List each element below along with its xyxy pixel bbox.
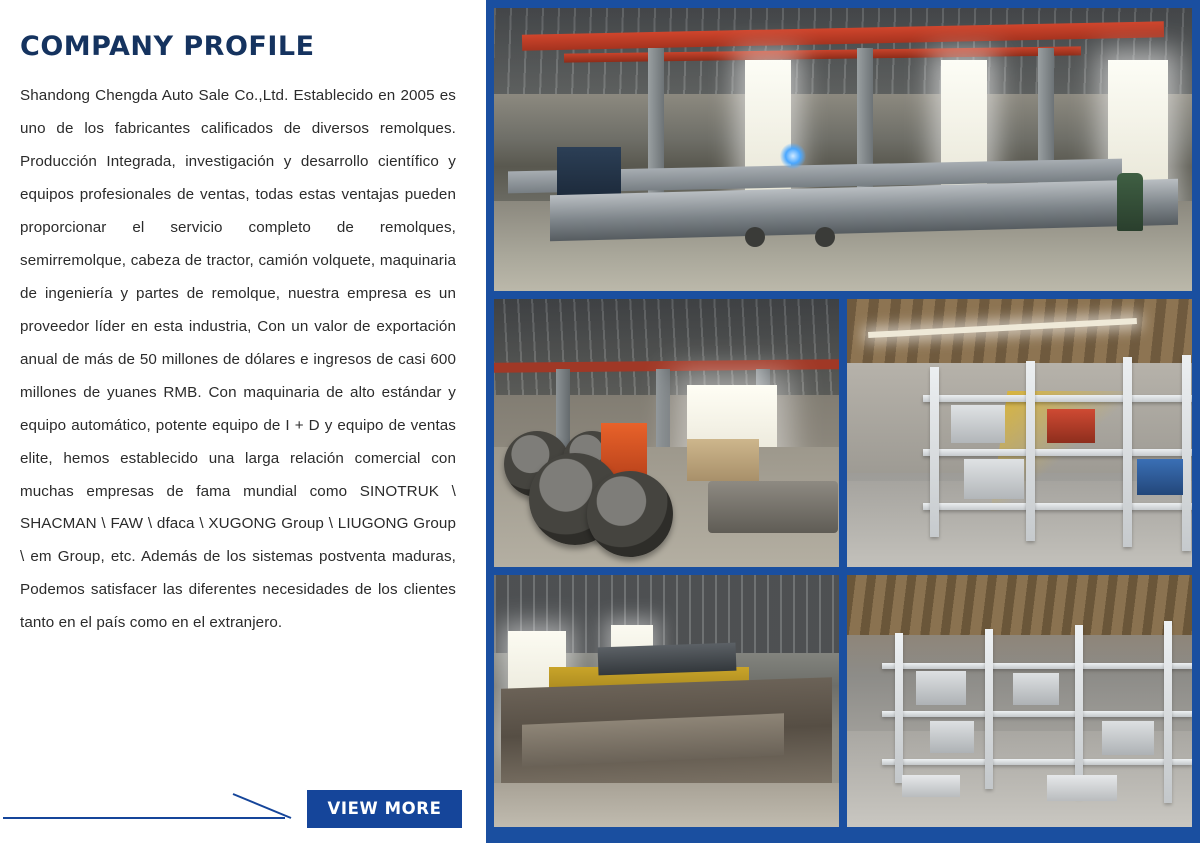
gallery-row-top <box>494 8 1192 291</box>
gallery-row-middle <box>494 299 1192 567</box>
gallery-row-bottom <box>494 575 1192 827</box>
photo-warehouse-tires-parts[interactable] <box>494 299 839 567</box>
view-more-button[interactable]: VIEW MORE <box>307 790 462 829</box>
photo-gallery <box>486 0 1200 843</box>
profile-description: Shandong Chengda Auto Sale Co.,Ltd. Establecido en 2005 es uno de los fabricantes calificados de diversos remolques. Producción Integrada, investigación y desarrollo científico y equipos profesionales de ventas, todas estas ventajas pueden proporcionar el servicio completo de remolques, semirremolque, cabeza de tractor, camión volquete, maquinaria de ingeniería y partes de remolque, nuestra empresa es un proveedor líder en esta industria, Con un valor de exportación anual de más de 50 millones de dólares e ingresos de casi 600 millones de yuanes RMB. Con maquinaria de alto estándar y equipo automático, potente equipo de I + D y equipo de ventas elite, hemos establecido una larga relación comercial con muchas empresas de fama mundial como SINOTRUK \ SHACMAN \ FAW \ dfaca \ XUGONG Group \ LIUGONG Group \ em Group, etc. Además de los sistemas postventa maduras, Podemos satisfacer las diferentes necesidades de los clientes tanto en el país como en el extranjero. <box>20 86 456 632</box>
long-arrow-icon <box>3 792 293 822</box>
arrow-decoration <box>20 794 293 824</box>
view-more-row <box>20 789 462 829</box>
photo-parts-shelving-lower[interactable] <box>847 575 1192 827</box>
photo-cnc-cutting-table[interactable] <box>494 575 839 827</box>
page-title: COMPANY PROFILE <box>20 31 315 62</box>
photo-workshop-trailer-welding[interactable] <box>494 8 1192 291</box>
profile-text-column <box>0 0 486 843</box>
photo-parts-shelving-upper[interactable] <box>847 299 1192 567</box>
